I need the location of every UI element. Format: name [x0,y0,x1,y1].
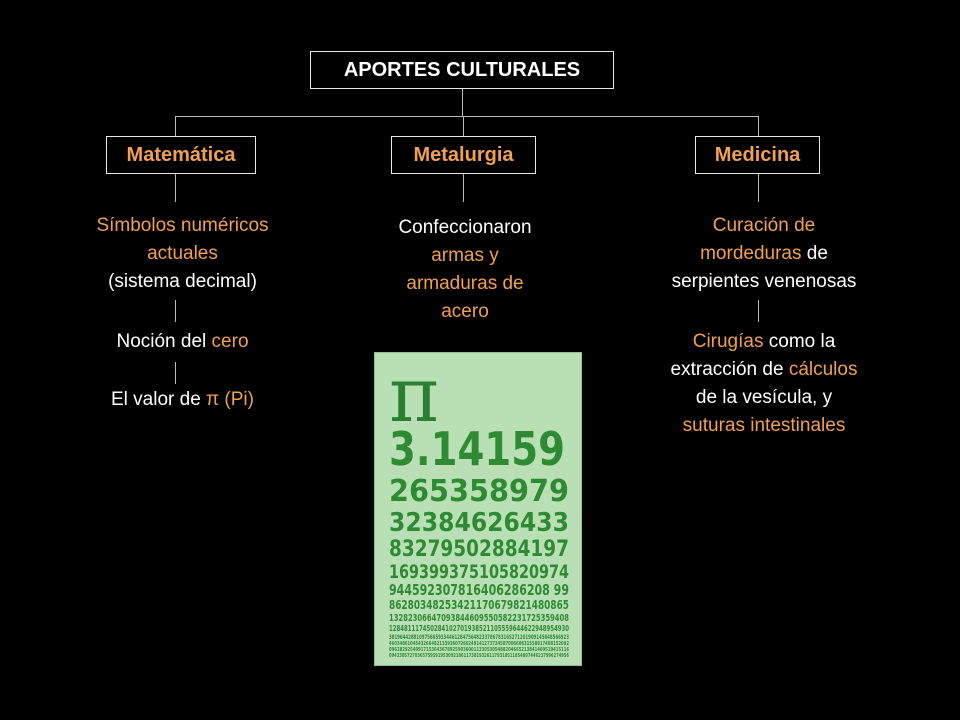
metalurgia-item-line4: acero [441,301,489,322]
matematica-item-decimal-line2: actuales [147,243,218,264]
pi-digit-line: 32384626433 [389,508,569,538]
pi-symbol: π [389,350,439,439]
medicina-item2-line3: de la vesícula, y [695,387,833,408]
medicina-item2-line1a: Cirugías [692,331,764,352]
metalurgia-item-line1: Confeccionaron [398,217,532,238]
metalurgia-item-line3: armaduras de [406,273,524,294]
connector-matematica [175,116,176,136]
connector-horizontal [175,116,759,117]
connector-medicina [758,116,759,136]
medicina-item1-line1: Curación de [712,215,816,236]
connector-matematica-item2 [175,300,176,322]
medicina-item1-line3: serpientes venenosas [671,271,857,292]
pi-digit-line: 83279502884197 [389,537,569,562]
pi-digits-poster [374,352,582,666]
connector-metalurgia [463,116,464,136]
connector-root-down [462,89,463,117]
matematica-item-cero-part2: cero [211,331,249,352]
connector-matematica-item1 [175,174,176,202]
medicina-item1-line2a: mordeduras [700,243,802,264]
pi-digit-line: 3.14159 [389,422,565,476]
matematica-item-decimal-line3: (sistema decimal) [108,271,257,292]
medicina-item2-line4: suturas intestinales [682,415,846,436]
pi-digit-line: 0943305727036575959195309218611738193261179310511854807446237996274956 [389,653,570,659]
pi-digit-line: 381964428810975665933446128475648233786783165271201909145648566923 [389,634,569,641]
connector-medicina-item1 [758,174,759,202]
pi-digit-line: 09628292540917153643678925903600113305305488204665213841469519415116 [389,647,570,653]
matematica-item-pi-part2: π (Pi) [206,389,254,410]
pi-digit-line: 265358979 [389,474,569,509]
pi-digits-svg [375,350,581,665]
pi-digit-line: 169399375105820974 [389,561,569,583]
connector-medicina-item2 [758,300,759,322]
matematica-item-pi [60,386,305,414]
category-medicina: Medicina [695,136,820,174]
pi-digit-line: 46034861045432664821339360726024914127372458700660631558817488152092 [389,641,570,647]
category-metalurgia: Metalurgia [391,136,536,174]
medicina-item-mordeduras [630,212,898,296]
medicina-item-cirugias [630,328,898,440]
pi-digit-line: 128481117450284102701938521105559644622948954930 [389,624,570,633]
matematica-item-pi-part1: El valor de [111,389,207,410]
matematica-item-cero [60,328,305,356]
medicina-item1-line2b: de [801,243,828,264]
medicina-item2-line2b: cálculos [788,359,858,380]
pi-digit-line: 944592307816406286208 99 [389,581,569,599]
matematica-item-decimal [60,212,305,296]
connector-metalurgia-item1 [463,174,464,202]
medicina-item2-line1b: como la [763,331,836,352]
root-box: APORTES CULTURALES [310,51,614,89]
category-matematica: Matemática [106,136,256,174]
pi-digit-line: 13282306647093844609550582231725359408 [389,613,570,624]
metalurgia-item-armas [345,214,585,326]
medicina-item2-line2a: extracción de [670,359,789,380]
metalurgia-item-line2: armas y [431,245,499,266]
matematica-item-decimal-line1: Símbolos numéricos [96,215,269,236]
matematica-item-cero-part1: Noción del [116,331,212,352]
pi-digit-line: 86280348253421170679821480865 [389,598,569,612]
connector-matematica-item3 [175,362,176,384]
